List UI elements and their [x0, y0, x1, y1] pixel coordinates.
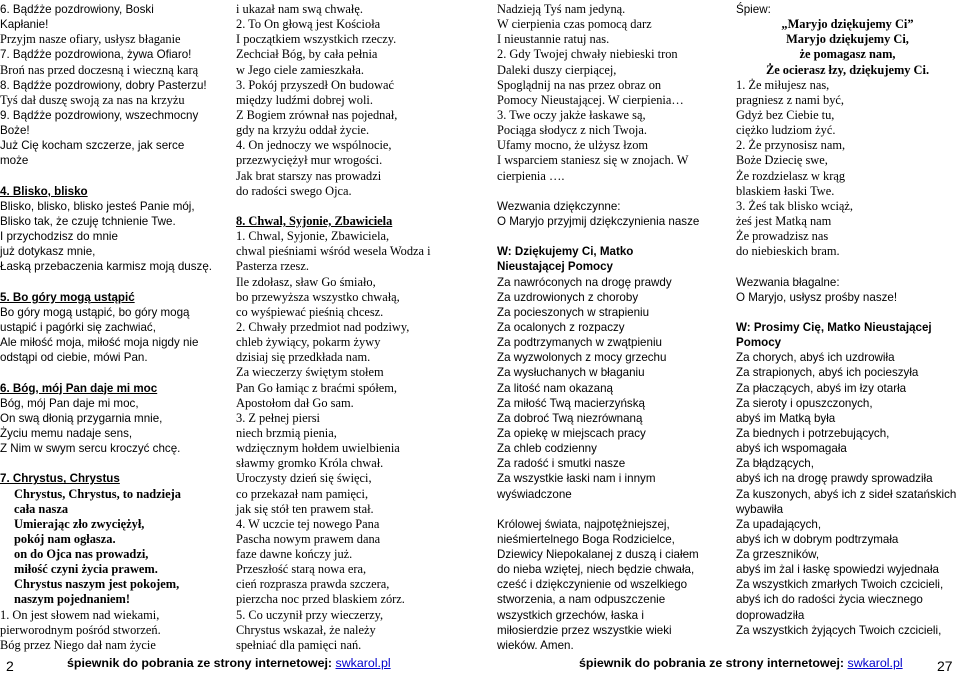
text-line: Za kuszonych, abyś ich z sideł szatańskich	[736, 487, 957, 501]
stanza-gap	[0, 365, 222, 380]
text-line: on do Ojca nas prowadzi,	[14, 547, 149, 562]
text-line: 3. Twe oczy jakże łaskawe są,	[497, 107, 646, 122]
text-line: co przekazał nam pamięci,	[236, 486, 369, 501]
text-line: Jak brat starszy nas prowadzi	[236, 168, 382, 183]
text-line: Blisko, blisko, blisko jesteś Panie mój,	[0, 199, 195, 213]
text-line: 7. Bądźże pozdrowiona, żywa Ofiaro!	[0, 48, 192, 62]
text-line: Blisko tak, że czuję tchnienie Twe.	[0, 214, 176, 228]
stanza-gap	[236, 199, 458, 214]
text-line: Wezwania dziękczynne:	[497, 199, 621, 213]
text-line: Za chorych, abyś ich uzdrowiła	[736, 351, 895, 365]
text-line: Daleki duszy cierpiącej,	[497, 62, 617, 77]
stanza-gap	[736, 305, 959, 320]
text-line: 2. Gdy Twojej chwały niebieski tron	[497, 47, 678, 62]
text-line: Królowej świata, najpotężniejszej,	[497, 517, 670, 531]
text-line: Pascha nowym prawem dana	[236, 531, 381, 546]
text-line: Zechciał Bóg, by cała pełnia	[236, 47, 378, 62]
text-line: 9. Bądźże pozdrowiony, wszechmocny	[0, 108, 199, 122]
right-page-column-3	[497, 2, 725, 653]
text-line: 5. Co uczynił przy wieczerzy,	[236, 607, 384, 622]
text-line: nieśmiertelnego Boga Rodzicielce,	[497, 532, 675, 546]
text-line: Za miłość Twą macierzyńską	[497, 396, 645, 410]
text-line: „Maryjo dziękujemy Ci”	[781, 17, 914, 32]
text-line: pierzcha noc przed blaskiem zórz.	[236, 592, 405, 607]
text-line: 1. Że miłujesz nas,	[736, 77, 830, 92]
text-line: 1. Chwal, Syjonie, Zbawiciela,	[236, 229, 390, 244]
text-line: Bo góry mogą ustąpić, bo góry mogą	[0, 305, 190, 319]
text-line: 6. Bądźże pozdrowiony, Boski	[0, 3, 154, 16]
text-line: Za dobroć Twą niezrównaną	[497, 411, 643, 425]
right-page-footer	[579, 656, 903, 670]
text-line: pragniesz z nami być,	[736, 92, 845, 107]
stanza-gap	[0, 169, 222, 184]
text-line: Tyś dał duszę swoją za nas na krzyżu	[0, 92, 185, 107]
text-line: Bóg, mój Pan daje mi moc,	[0, 396, 139, 410]
left-page-number: 2	[6, 658, 14, 674]
text-line: Za litość nam okazaną	[497, 381, 613, 395]
text-line: 8. Bądźże pozdrowiony, dobry Pasterzu!	[0, 78, 207, 92]
text-line: W: Dziękujemy Ci, Matko	[497, 245, 634, 259]
text-line: Za upadających,	[736, 517, 822, 531]
text-line: I nieustannie ratuj nas.	[497, 32, 610, 47]
text-line: 4. On jednoczy we wspólnocie,	[236, 138, 392, 153]
text-line: 3. Żeś tak blisko wciąż,	[736, 198, 853, 213]
text-line: I początkiem wszystkich rzeczy.	[236, 32, 397, 47]
text-line: Że ocierasz łzy, dziękujemy Ci.	[765, 62, 930, 77]
stanza-gap	[497, 229, 725, 244]
text-line: Za biednych i potrzebujących,	[736, 426, 890, 440]
text-line: 4. W uczcie tej nowego Pana	[236, 516, 380, 531]
text-line: Za wszystkich zmarłych Twoich czcicieli,	[736, 578, 944, 592]
text-line: jak się stół ten prawem stał.	[236, 501, 374, 516]
text-line: do niebieskich bram.	[736, 244, 840, 259]
text-line: I wsparciem staniesz się w znojach. W	[497, 153, 689, 168]
text-line: O Maryjo przyjmij dziękczynienia nasze	[497, 214, 700, 228]
text-line: ciężko ludziom żyć.	[736, 123, 836, 138]
text-line: Chrystus, Chrystus, to nadzieja	[14, 486, 181, 501]
text-line: doprowadziła	[736, 608, 805, 622]
text-line: Umierając zło zwyciężył,	[14, 516, 145, 531]
text-line: Za wysłuchanych w błaganiu	[497, 366, 645, 380]
text-line: miłość czyni życia prawem.	[14, 562, 158, 577]
text-line: Pomocy	[736, 336, 782, 350]
text-line: abyś ich do radości życia wiecznego	[736, 593, 923, 607]
text-line: Nieustającej Pomocy	[497, 260, 613, 274]
text-line: O Maryjo, usłysz prośby nasze!	[736, 290, 898, 304]
text-line: abyś im żal i łaskę spowiedzi wyjednała	[736, 563, 939, 577]
text-line: Że prowadzisz nas	[736, 229, 829, 244]
text-line: faze dawne kończy już.	[236, 547, 353, 562]
text-line: Z Bogiem zrównał nas pojednał,	[236, 107, 398, 122]
text-line: i ukazał nam swą chwałę.	[236, 2, 363, 16]
text-line: cześć i dziękczynienie od wszelkiego	[497, 578, 688, 592]
text-line: do nieba wziętej, niech będzie chwała,	[497, 563, 695, 577]
text-line: Za błądzących,	[736, 457, 814, 471]
footer-text: śpiewnik do pobrania ze strony internetowej:	[67, 656, 333, 670]
text-line: pokój nam ogłasza.	[14, 531, 116, 546]
text-line: Chrystus wskazał, że należy	[236, 622, 376, 637]
text-line: sławmy gromko Króla chwał.	[236, 456, 384, 471]
text-line: co wyśpiewać pieśnią chcesz.	[236, 304, 384, 319]
text-line: W: Prosimy Cię, Matko Nieustającej	[736, 320, 932, 334]
text-line: Chrystus naszym jest pokojem,	[14, 577, 180, 592]
text-line: Śpiew:	[736, 3, 771, 16]
text-line: Boże Dziecię swe,	[736, 153, 828, 168]
footer-link[interactable]: swkarol.pl	[335, 656, 391, 670]
text-line: Za pocieszonych w strapieniu	[497, 305, 650, 319]
stanza-gap	[497, 184, 725, 199]
text-line: Gdyż bez Ciebie tu,	[736, 107, 835, 122]
text-line: Ufamy mocno, że ulżysz łzom	[497, 138, 649, 153]
text-line: wybawiła	[736, 502, 784, 516]
text-line: 1. On jest słowem nad wiekami,	[0, 607, 160, 622]
text-line: Za radość i smutki nasze	[497, 457, 626, 471]
text-line: cień rozprasza prawda szczera,	[236, 577, 390, 592]
text-line: abyś ich na drogę prawdy sprowadziła	[736, 472, 933, 486]
text-line: stworzenia, a nam odpuszczenie	[497, 593, 666, 607]
text-line: przezwyciężył mur wrogości.	[236, 153, 383, 168]
text-line: abyś ich w dobrym podtrzymała	[736, 532, 899, 546]
text-line: wyświadczone	[497, 487, 572, 501]
text-line: wszystkich grzechów, łaska i	[497, 608, 644, 622]
text-line: Z Nim w swym sercu kroczyć chcę.	[0, 442, 181, 456]
text-line: W cierpienia czas pomocą darz	[497, 17, 652, 32]
text-line: Pan Go łamiąc z braćmi spółem,	[236, 380, 398, 395]
text-line: Za ocalonych z rozpaczy	[497, 320, 625, 334]
stanza-gap	[0, 275, 222, 290]
text-line: Za wieczerzy świętym stołem	[236, 365, 384, 380]
text-line: Już Cię kocham szczerze, jak serce	[0, 139, 185, 153]
text-line: Bóg przez Niego dał nam życie	[0, 637, 156, 652]
text-line: Ile zdołasz, sław Go śmiało,	[236, 274, 376, 289]
text-line: On swą dłonią przygarnia mnie,	[0, 411, 163, 425]
text-line: Za płaczących, abyś im łzy otarła	[736, 381, 907, 395]
song-title: 4. Blisko, blisko	[0, 184, 88, 198]
stanza-gap	[497, 502, 725, 517]
text-line: Za uzdrowionych z choroby	[497, 290, 639, 304]
text-line: wieków. Amen.	[497, 638, 574, 652]
text-line: Broń nas przed doczesną i wieczną karą	[0, 62, 199, 77]
text-line: Za chleb codzienny	[497, 442, 597, 456]
text-line: Boże!	[0, 124, 30, 138]
text-line: Za opiekę w miejscach pracy	[497, 426, 646, 440]
text-line: Pasterza rzesz.	[236, 259, 309, 274]
song-title: 5. Bo góry mogą ustąpić	[0, 290, 135, 304]
left-page-footer	[67, 656, 391, 670]
text-line: cierpienia ….	[497, 168, 565, 183]
text-line: niech brzmią pienia,	[236, 425, 337, 440]
stanza-gap	[736, 259, 959, 274]
text-line: Życiu memu nadaje sens,	[0, 426, 133, 440]
footer-link[interactable]: swkarol.pl	[847, 656, 903, 670]
text-line: Za strapionych, abyś ich pocieszyła	[736, 366, 919, 380]
song-title: 6. Bóg, mój Pan daje mi moc	[0, 381, 158, 395]
text-line: chleb żywiący, pokarm żywy	[236, 335, 381, 350]
text-line: Apostołom dał Go sam.	[236, 395, 354, 410]
text-line: 3. Z pełnej piersi	[236, 410, 320, 425]
text-line: w Jego ciele zamieszkała.	[236, 62, 364, 77]
text-line: żeś jest Matką nam	[736, 213, 832, 228]
text-line: Za podtrzymanych w zwątpieniu	[497, 336, 662, 350]
text-line: 2. Że przynosisz nam,	[736, 138, 846, 153]
text-line: I przychodzisz do mnie	[0, 230, 118, 244]
text-line: Za wszystkie łaski nam i innym	[497, 472, 656, 486]
text-line: dzisiaj się przedkłada nam.	[236, 350, 371, 365]
text-line: Przyjm nasze ofiary, usłysz błaganie	[0, 32, 181, 47]
text-line: gdy na krzyżu oddał życie.	[236, 123, 370, 138]
text-line: już dotykasz mnie,	[0, 245, 96, 259]
text-line: Łaską przebaczenia karmisz moją duszę.	[0, 260, 213, 274]
text-line: Dziewicy Niepokalanej z duszą i ciałem	[497, 548, 699, 562]
text-line: ustąpić i pagórki się zachwiać,	[0, 320, 156, 334]
text-line: bo przewyższa wszystko chwałą,	[236, 289, 400, 304]
text-line: Przeszłość starą nowa era,	[236, 562, 367, 577]
text-line: Ale miłość moja, miłość moja nigdy nie	[0, 336, 199, 350]
footer-text: śpiewnik do pobrania ze strony internetowej:	[579, 656, 845, 670]
text-line: naszym pojednaniem!	[14, 592, 130, 607]
text-line: Uroczysty dzień się święci,	[236, 471, 372, 486]
text-line: do radości swego Ojca.	[236, 183, 352, 198]
text-line: Pomocy Nieustającej. W cierpienia…	[497, 92, 684, 107]
text-line: Za sieroty i opuszczonych,	[736, 396, 873, 410]
text-line: wdzięcznym hołdem uwielbienia	[236, 441, 400, 456]
text-line: abyś ich wspomagała	[736, 442, 847, 456]
text-line: Kapłanie!	[0, 18, 49, 32]
text-line: Pociąga słodycz z nich Twoja.	[497, 123, 647, 138]
left-page-column-1	[0, 2, 222, 653]
text-line: że pomagasz nam,	[799, 47, 896, 62]
text-line: Spoglądnij na nas przez obraz on	[497, 77, 662, 92]
text-line: 2. Chwały przedmiot nad podziwy,	[236, 319, 410, 334]
left-page-column-2	[236, 2, 458, 653]
text-line: Że rozdzielasz w krąg	[736, 168, 846, 183]
text-line: Wezwania błagalne:	[736, 275, 840, 289]
song-title: 8. Chwal, Syjonie, Zbawiciela	[236, 213, 393, 228]
right-page-number: 27	[937, 658, 953, 674]
text-line: odstąpi od ciebie, mówi Pan.	[0, 351, 148, 365]
text-line: Za wszystkich żyjących Twoich czcicieli,	[736, 623, 942, 637]
right-page-column-4	[736, 2, 959, 638]
text-line: Za grzeszników,	[736, 548, 820, 562]
stanza-gap	[0, 456, 222, 471]
text-line: chwal pieśniami wśród wesela Wodza i	[236, 244, 431, 259]
text-line: między ludźmi dobrej woli.	[236, 92, 373, 107]
text-line: 2. To On głową jest Kościoła	[236, 17, 381, 32]
text-line: może	[0, 154, 29, 168]
text-line: Maryjo dziękujemy Ci,	[786, 32, 909, 47]
text-line: Za wyzwolonych z mocy grzechu	[497, 351, 667, 365]
text-line: cała nasza	[14, 501, 69, 516]
text-line: spełniać dla pamięci nań.	[236, 637, 362, 652]
text-line: pierworodnym pośród stworzeń.	[0, 622, 161, 637]
text-line: 3. Pokój przyszedł On budować	[236, 77, 394, 92]
song-title: 7. Chrystus, Chrystus	[0, 472, 120, 486]
text-line: abyś im Matką była	[736, 411, 836, 425]
text-line: blaskiem łaski Twe.	[736, 183, 835, 198]
text-line: Nadzieją Tyś nam jedyną.	[497, 2, 626, 16]
text-line: Za nawróconych na drogę prawdy	[497, 275, 672, 289]
text-line: miłosierdzie przez wszystkie wieki	[497, 623, 672, 637]
